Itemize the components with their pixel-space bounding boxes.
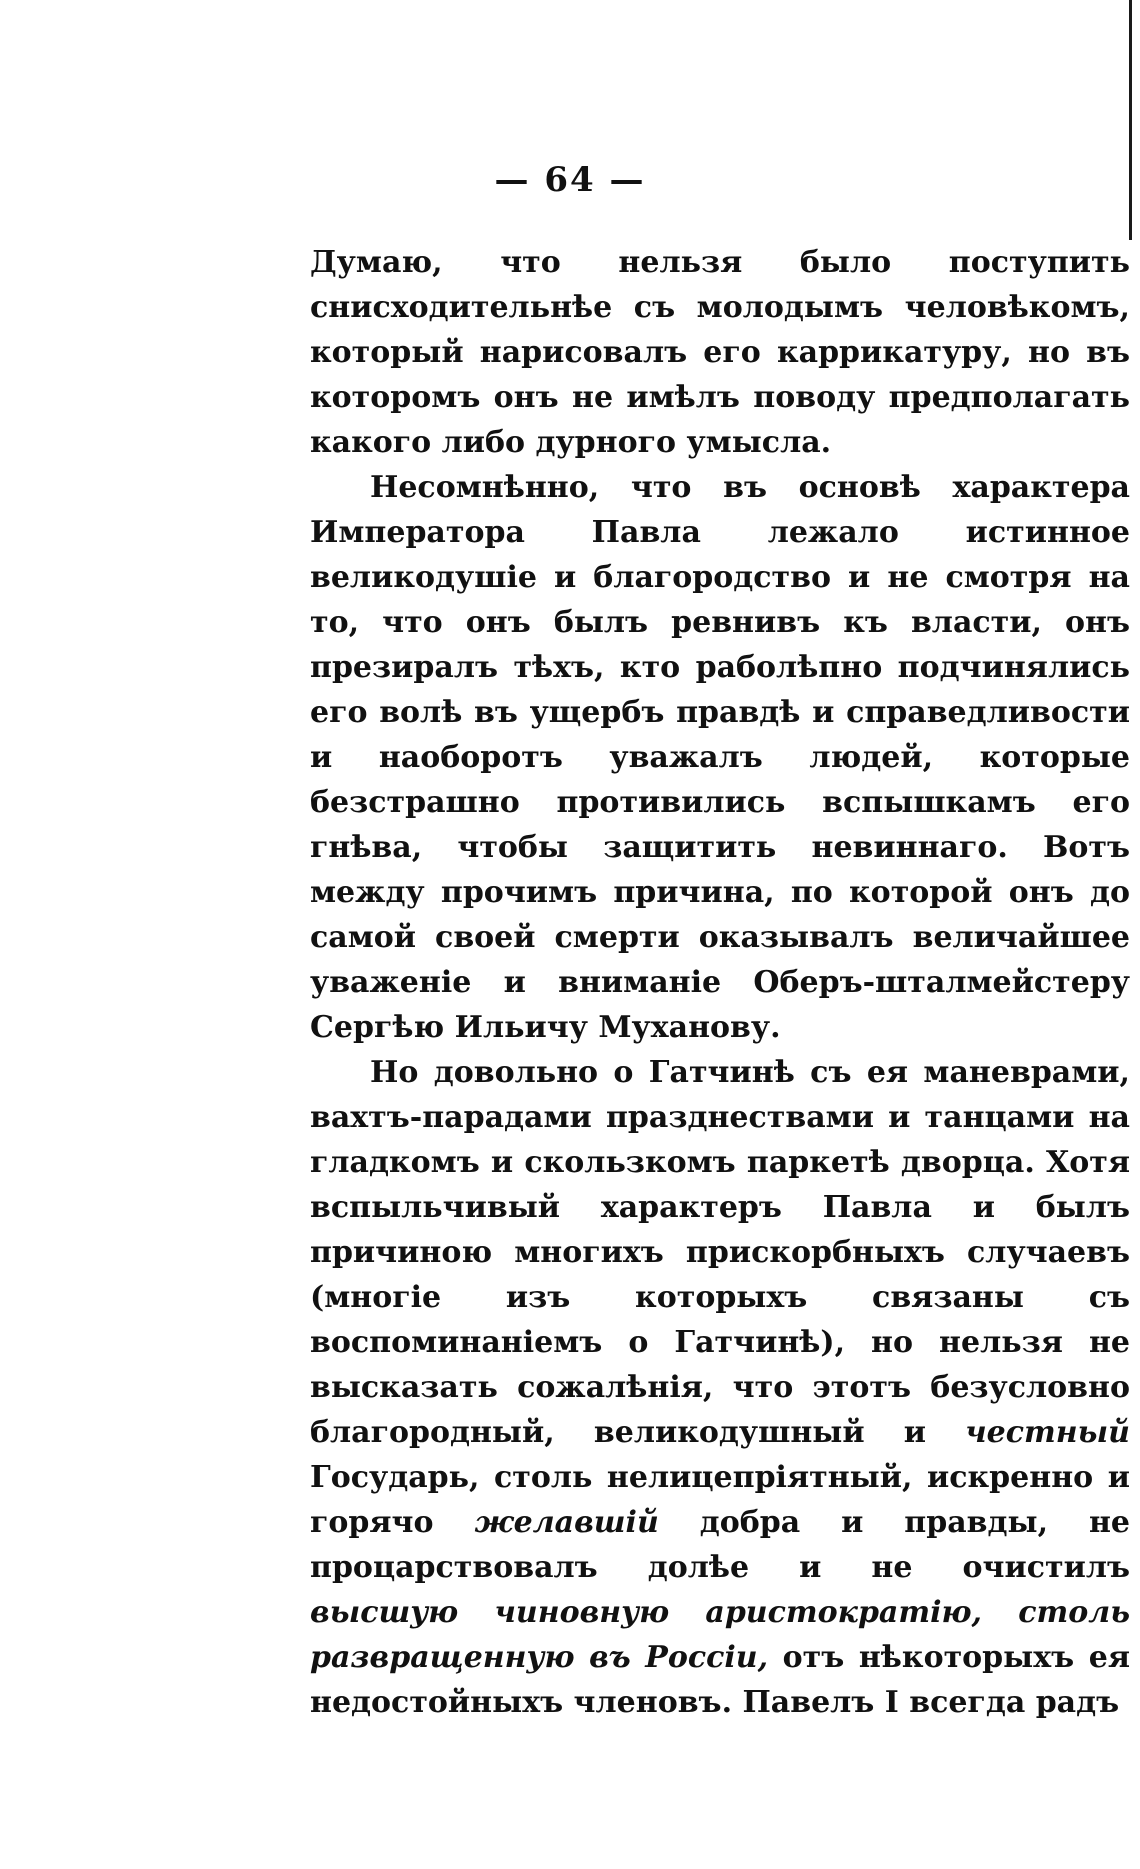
paragraph-3-text: Но довольно о Гатчинѣ съ ея маневрами, вахтъ-парадами празднествами и танцами на гладкомъ и скользкомъ паркетѣ дворца. Хотя вспыльчивый характеръ Павла и былъ причиною многихъ прискорбныхъ случаевъ (многіе изъ которыхъ связаны съ воспоминаніемъ о Гатчинѣ), но нельзя не высказать сожалѣнія, что этотъ безусловно благородный, великодушный и bbox=[310, 1055, 1130, 1450]
body-text bbox=[310, 240, 1130, 1725]
italic-phrase: желавшій bbox=[474, 1505, 659, 1540]
paragraph-3 bbox=[310, 1050, 1130, 1725]
italic-phrase: честный bbox=[965, 1415, 1130, 1450]
paragraph-2: Несомнѣнно, что въ основѣ характера Императора Павла лежало истинное великодушіе и благородство и не смотря на то, что онъ былъ ревнивъ къ власти, онъ презиралъ тѣхъ, кто раболѣпно подчинялись его волѣ въ ущербъ правдѣ и справедливости и наоборотъ уважалъ людей, которые безстрашно противились вспышкамъ его гнѣва, чтобы защитить невиннаго. Вотъ между прочимъ причина, по которой онъ до самой своей смерти оказывалъ величайшее уваженіе и вниманіе Оберъ-шталмейстеру Сергѣю Ильичу Муханову. bbox=[310, 470, 1130, 1045]
paragraph-1: Думаю, что нельзя было поступить снисходительнѣе съ молодымъ человѣкомъ, который нарисовалъ его каррикатуру, но въ которомъ онъ не имѣлъ поводу предполагать какого либо дурного умысла. bbox=[310, 245, 1130, 460]
paragraph-3-text: добра и правды, не процарствовалъ долѣе и не очистилъ bbox=[310, 1505, 1130, 1585]
paragraph-3-text: Государь, столь нелицепріятный, искренно и горячо bbox=[310, 1460, 1130, 1540]
paragraph-3-text: отъ нѣкоторыхъ ея недостойныхъ членовъ. Павелъ I всегда радъ bbox=[310, 1640, 1130, 1720]
page-edge-line bbox=[1129, 0, 1132, 240]
italic-phrase: высшую чиновную аристократію, столь развращенную въ Россіи, bbox=[310, 1595, 1130, 1675]
page-number: — 64 — bbox=[494, 160, 646, 200]
